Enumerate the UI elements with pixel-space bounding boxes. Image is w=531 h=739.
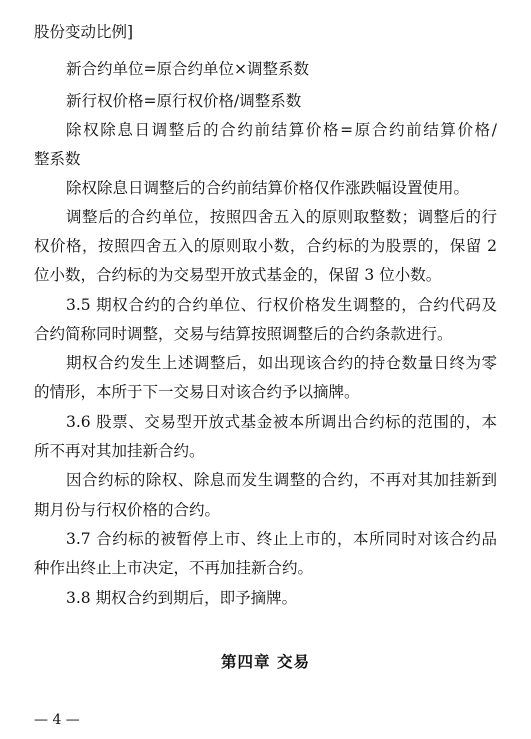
text-line-20: 3.8 期权合约到期后，即予摘牌。 xyxy=(66,589,298,607)
text-line-16: 因合约标的除权、除息而发生调整的合约，不再对其加挂新到 xyxy=(66,471,497,489)
text-line-15: 所不再对其加挂新合约。 xyxy=(34,442,205,460)
text-line-18: 3.7 合约标的被暂停上市、终止上市的，本所同时对该合约品 xyxy=(66,530,497,548)
text-line-9: 位小数，合约标的为交易型开放式基金的，保留 3 位小数。 xyxy=(34,266,442,284)
page-number: — 4 — xyxy=(34,712,80,728)
text-line-19: 种作出终止上市决定，不再加挂新合约。 xyxy=(34,559,314,577)
text-line-8: 权价格，按照四舍五入的原则取小数，合约标的为股票的，保留 2 xyxy=(34,237,497,255)
text-line-11: 合约简称同时调整，交易与结算按照调整后的合约条款进行。 xyxy=(34,325,453,343)
text-line-1: 股份变动比例] xyxy=(34,23,134,41)
text-line-12: 期权合约发生上述调整后，如出现该合约的持仓数量日终为零 xyxy=(66,354,497,372)
text-line-2: 新合约单位=原合约单位×调整系数 xyxy=(66,60,309,78)
text-line-6: 除权除息日调整后的合约前结算价格仅作涨跌幅设置使用。 xyxy=(66,179,470,197)
chapter-heading: 第四章 交易 xyxy=(221,652,310,671)
text-line-13: 的情形，本所于下一交易日对该合约予以摘牌。 xyxy=(34,383,360,401)
text-line-17: 期月份与行权价格的合约。 xyxy=(34,501,221,519)
text-line-5: 整系数 xyxy=(34,150,81,168)
text-line-7: 调整后的合约单位，按照四舍五入的原则取整数；调整后的行 xyxy=(66,208,497,226)
text-line-10: 3.5 期权合约的合约单位、行权价格发生调整的，合约代码及 xyxy=(66,296,497,314)
text-line-3: 新行权价格=原行权价格/调整系数 xyxy=(66,92,302,110)
text-line-4: 除权除息日调整后的合约前结算价格=原合约前结算价格/ xyxy=(66,121,497,139)
text-line-14: 3.6 股票、交易型开放式基金被本所调出合约标的范围的，本 xyxy=(66,413,497,431)
